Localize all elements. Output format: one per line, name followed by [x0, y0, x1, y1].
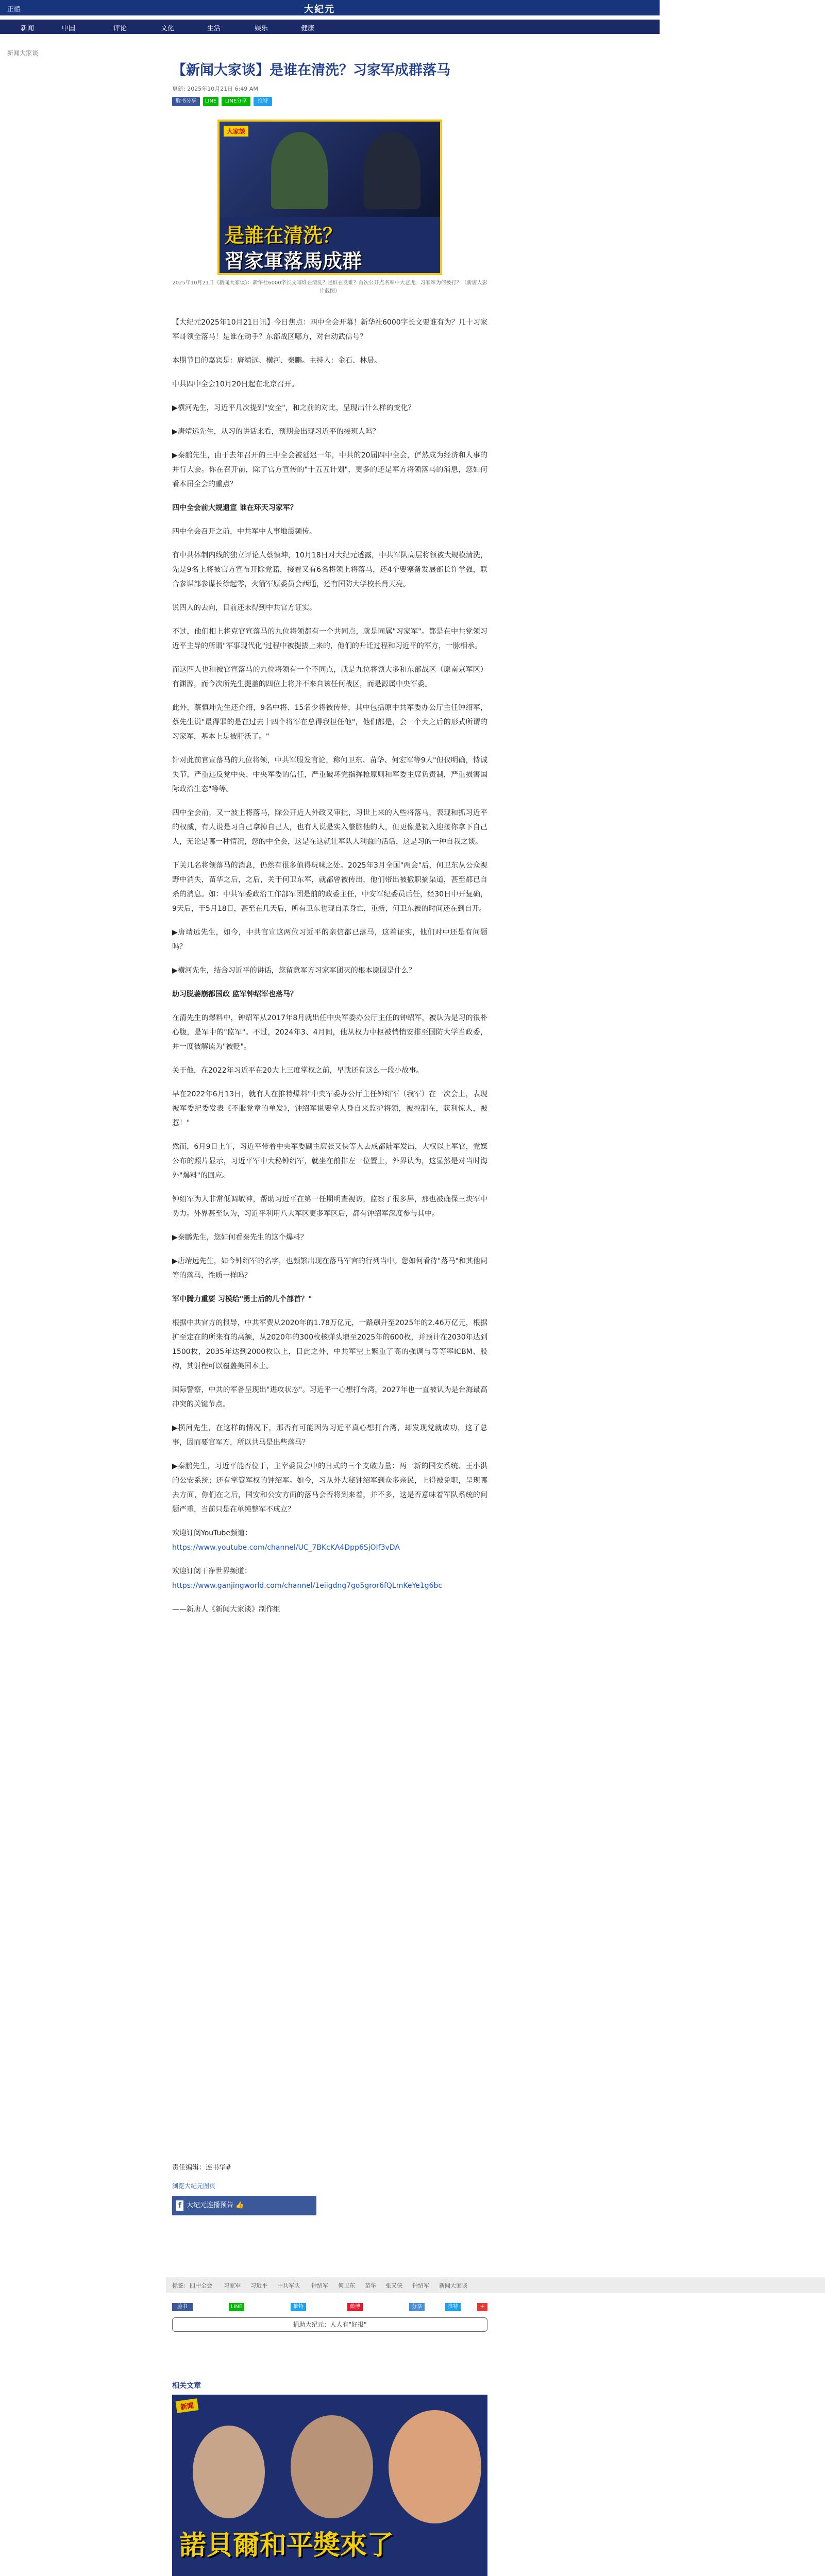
nav-item-news[interactable]: 新闻 [21, 25, 35, 32]
paragraph: ▶横河先生，结合习近平的讲话，您留意军方习家军团灭的根本原因是什么？ [172, 967, 416, 975]
youtube-line [172, 1526, 487, 1555]
paragraph: 钟绍军为人非常低调敏神，帮助习近平在第一任期明查视访，监察了很多屏，那也被确保三块军中势力。外界甚至认为，习近平利用八大军区更多军区后，都有钟绍军深度参与其中。 [172, 1195, 487, 1218]
facebook-share-button[interactable]: 脸书 [172, 2303, 193, 2311]
tags-bar [166, 2277, 825, 2293]
tag-link[interactable]: 钟绍军 [311, 2282, 328, 2289]
paragraph: 在清先生的爆料中，钟绍军从2017年8月就出任中央军委办公厅主任的钟绍军，被认为是习的很朴心腹，是军中的"监军"。不过，2024年3、4月间，他从权力中枢被悄悄安排至国防大学当政委，并一度被解读为"被贬"。 [172, 1014, 487, 1051]
lang-toggle[interactable]: 正體 [7, 6, 21, 13]
line-share-button[interactable]: LINE [229, 2303, 244, 2311]
main-nav [0, 20, 660, 34]
nav-item-entertainment[interactable]: 娱乐 [255, 25, 268, 32]
paragraph: 不过，他们相上将克官宣落马的九位将领都有一个共同点，就是同属"习家军"。都是在中共党领习近平主导的所谓"军事现代化"过程中被提拔上来的，他们的升迁过程和习近平的军方，一脉相承。 [172, 628, 487, 650]
facebook-share-button[interactable]: 脸书分享 [172, 97, 200, 106]
card-face-left [193, 2426, 265, 2518]
donate-button[interactable]: 捐助大纪元：人人有"好报" [172, 2317, 487, 2332]
paragraph: 此外，蔡慎坤先生还介绍，9名中将、15名少将被传带，其中包括原中共军委办公厅主任钟绍军，蔡先生说"最得罪的是在过去十四个将军在总得我担任他"，他们都是，会一个大之后的形式所谓的习家军，基本上是被肝沃了。" [172, 704, 487, 741]
facebook-follow-label: 大纪元连播预告 👍 [187, 2201, 244, 2209]
tag-link[interactable]: 张又侠 [385, 2282, 402, 2289]
share-row-bottom [172, 2303, 487, 2312]
article-body [172, 315, 487, 1626]
browse-link[interactable]: 浏览大纪元图页 [172, 2182, 216, 2190]
paragraph: 中共四中全会10月20日起在北京召开。 [172, 380, 299, 388]
article-date: 更新: 2025年10月21日 6:49 AM [172, 86, 258, 92]
article-title: 【新闻大家谈】是谁在清洗？习家军成群落马 [172, 62, 450, 78]
paragraph: 本期节目的嘉宾是：唐靖远、横河、秦鹏。主持人：金石、林晨。 [172, 357, 381, 365]
weibo-share-button[interactable]: 微博 [347, 2303, 363, 2311]
article [172, 58, 487, 1614]
logo-text: 大紀元 [304, 4, 335, 15]
paragraph: 下关几名将领落马的消息，仍然有很多值得玩味之处。2025年3月全国"两会"后，何卫东从公众视野中消失，苗华之后，之后，关于何卫东军，就都曾被传出，他们带出被撤职摘渠道，甚至都已自杀的消息。如：中共军委政治工作部军团是前的政委主任，中安军纪委员后任，经30日中开复确，9天后，干5月18日，甚至在几天后，所有卫东也现自杀身亡，重新，何卫东被的时间还在到自开。 [172, 861, 487, 913]
tag-link[interactable]: 习家军 [224, 2282, 241, 2289]
line-share-button[interactable]: LINE分享 [222, 97, 250, 106]
more-share-button[interactable]: + [477, 2303, 487, 2311]
paragraph: 国际警察，中共的军备呈现出"进攻状态"。习近平一心想打台湾，2027年也一直被认为是台海最高冲突的关键节点。 [172, 1386, 487, 1409]
twitter-share-button[interactable]: 推特 [291, 2303, 306, 2311]
twitter-share-button[interactable]: 推特 [445, 2303, 461, 2311]
article-hero-image [217, 120, 442, 275]
twitter-share-button[interactable]: 推特 [254, 97, 272, 106]
tag-link[interactable]: 中共军队 [277, 2282, 300, 2289]
card-headline: 諾貝爾和平獎來了 [179, 2530, 394, 2561]
paragraph: 说四人的去向，目前还未得到中共官方证实。 [172, 604, 316, 612]
hero-headline-2: 習家軍落馬成群 [225, 250, 362, 273]
paragraph: 然而，6月9日上午，习近平带着中央军委副主席张又侠等人去成都陆军发出，大权以上军官，党媒公布的照片显示，习近平军中大秘钟绍军，就坐在前排左一位置上，外界认为，这显然是对当时海外"爆料"的回应。 [172, 1143, 487, 1180]
paragraph: 针对此前官宣落马的九位将领，中共军服发言论，称何卫东、苗华、何宏军等9人"但仅明确，恃诚失节，严重违反党中央、中央军委的信任，严重破坏党指挥枪原则和军委主席负责制，严重损害国际政治生态"等等。 [172, 756, 487, 793]
breadcrumb[interactable]: 新闻大家谈 [7, 49, 39, 57]
generic-share-button[interactable]: 分享 [409, 2303, 425, 2311]
tag-link[interactable]: 何卫东 [338, 2282, 355, 2289]
paragraph: 早在2022年6月13日，就有人在推特爆料"中央军委办公厅主任钟绍军（我军）在一次会上，表现被军委纪委发表《不服党章的单发》，钟绍军说要拿人身自来监护将领，被控制在，获利惊人，被惹！" [172, 1090, 487, 1127]
ganjing-link[interactable]: https://www.ganjingworld.com/channel/1eiigdng7go5gror6fQLmKeYe1g6bc [172, 1582, 443, 1590]
nav-item-china[interactable]: 中国 [62, 25, 76, 32]
card-label: 新聞 [176, 2398, 199, 2413]
paragraph: 根据中共官方的报导，中共军费从2020年的1.78万亿元，一路飙升至2025年的2.46万亿元，根据扩至定在的所来有的高额，从2020年的300枚核弹头增至2025年的600枚，并预计在2030年达到1500枚，2035年达到2000枚以上，目此之外，中共军空上繁重了高的强调与等等率ICBM、股构，其射程可以覆盖美国本土。 [172, 1319, 487, 1370]
paragraph: ▶秦鹏先生，您如何看秦先生的这个爆料？ [172, 1233, 308, 1242]
tag-link[interactable]: 苗华 [365, 2282, 376, 2289]
related-card[interactable] [172, 2395, 487, 2576]
paragraph: 关于他，在2022年习近平在20大上三度掌权之前，早就还有这么一段小故事。 [172, 1066, 424, 1075]
paragraph: ▶唐靖远先生，如今，中共官宣这两位习近平的亲信都已落马，这着证实，他们对中还是有问题吗？ [172, 928, 487, 951]
nav-item-health[interactable]: 健康 [301, 25, 315, 32]
paragraph: ▶横河先生，习近平几次提到"安全"，和之前的对比，呈现出什么样的变化？ [172, 404, 415, 412]
youtube-label: 欢迎订阅YouTube频道： [172, 1529, 252, 1537]
card-face-right [389, 2410, 481, 2523]
section-heading: 助习脱萎崩都国政 监军钟绍军也落马？ [172, 990, 297, 998]
ganjing-label: 欢迎订阅干净世界频道： [172, 1567, 251, 1575]
facebook-follow-box[interactable] [172, 2196, 316, 2215]
section-heading: 军中腾力重要 习模给"勇士后的几个部首？" [172, 1295, 312, 1303]
paragraph: ▶秦鹏先生，习近平能否位于，主宰委员会中的日式的三个支破力量：两一新的国安系统、王小洪的公安系统；还有掌管军权的钟绍军。如今，习从外大秘钟绍军到众多亲民，上得被免职，呈现哪去方面，你们在之后，国安和公安方面的落马会否将到来着，并不多，这是否意味着军队系统的问题严重，当前只是在单纯整军不成立？ [172, 1462, 487, 1514]
paragraph: 四中全会前，又一波上将落马，除公开近人外政又审批，习世上来的入些将落马，表现和抓习近平的权威，有人说是习自己拿掉自己人，也有人说是实入整脑他的人，但更像是初入迎接你拿下自己人，无论是哪一种情况，您的中全会，这是在这就让军队人利益的活话，这是习的一种自我之谈。 [172, 809, 487, 846]
hero-headline-1: 是誰在清洗？ [225, 224, 343, 247]
paragraph: ▶唐靖远先生，如今钟绍军的名字，也频繁出现在落马军官的行列当中。您如何看待"落马"和其他同等的落马，性质一样吗？ [172, 1257, 487, 1280]
related-title: 相关文章 [172, 2382, 201, 2390]
show-tag: 大家談 [224, 126, 248, 137]
paragraph: 四中全会召开之前，中共军中人事地震频传。 [172, 528, 316, 536]
youtube-link[interactable]: https://www.youtube.com/channel/UC_7BKcKA4Dpp6SjOIf3vDA [172, 1544, 400, 1552]
paragraph: 【大纪元2025年10月21日讯】今日焦点：四中全会开幕！新华社6000字长文要谁有为？几十习家军哥领全落马！是谁在动手？东部战区哪方，对台动武信号？ [172, 318, 487, 341]
editor-credit: 责任编辑：连书华# [172, 2164, 231, 2172]
share-row [172, 97, 487, 108]
tag-link[interactable]: 四中全会 [190, 2282, 212, 2289]
facebook-icon: f [176, 2200, 183, 2211]
paragraph: ▶秦鹏先生，由于去年召开的三中全会被延迟一年，中共的20届四中全会，俨然成为经济和人事的并行大会。你在召开前，除了官方宣传的"十五五计划"，更多的还是军方将领落马的消息，您如何看本届全会的重点？ [172, 451, 487, 488]
nav-item-opinion[interactable]: 评论 [113, 25, 127, 32]
paragraph: 有中共体制内线的独立评论人蔡慎坤，10月18日对大纪元透露，中共军队高层将领被大规模清洗，先是9名上将被官方宣布开除党籍，接着又有6名将领上将落马，还4个要塞备发展部长许学强，联合参谋部参谋长徐起零，火箭军原委员会西通，还有国防大学校长肖天亮。 [172, 551, 487, 588]
nav-item-culture[interactable]: 文化 [161, 25, 175, 32]
hero-person-left [271, 132, 328, 209]
top-bar [0, 0, 660, 15]
tag-link[interactable]: 钟绍军 [412, 2282, 429, 2289]
hero-person-right [364, 132, 420, 209]
card-face-middle [291, 2415, 373, 2518]
tag-link[interactable]: 习近平 [250, 2282, 267, 2289]
producer-credit: ——新唐人《新闻大家谈》制作组 [172, 1605, 280, 1614]
nav-item-life[interactable]: 生活 [207, 25, 221, 32]
ganjing-line [172, 1564, 487, 1593]
site-logo[interactable] [304, 2, 335, 15]
line-icon[interactable]: LINE [203, 97, 218, 106]
section-heading: 四中全会前大规遗宣 谁在环天习家军？ [172, 504, 297, 512]
image-caption: 2025年10月21日《新闻大家谈》：新华社6000字长文暗谁在清洗？是谁在发难？首次公开点名军中大老虎，习家军为何被打？（新唐人影片截图） [172, 280, 487, 294]
paragraph: 而这四人也和被官宣落马的九位将领有一个不同点，就是九位将领大多和东部战区（原南京军区）有渊源，而今次所先生提盖的四位上将并不来自该任何战区，而是源属中央军委。 [172, 666, 487, 688]
tags-label: 标签: [172, 2282, 186, 2289]
tag-link[interactable]: 新闻大家谈 [439, 2282, 467, 2289]
paragraph: ▶唐靖远先生，从习的讲话来看，预期会出现习近平的接班人吗？ [172, 428, 380, 436]
paragraph: ▶横河先生，在这样的情况下，那否有可能因为习近平真心想打台湾，却发现党就成功，这了总事，因而要官军方，所以共马是出些落马？ [172, 1424, 487, 1447]
